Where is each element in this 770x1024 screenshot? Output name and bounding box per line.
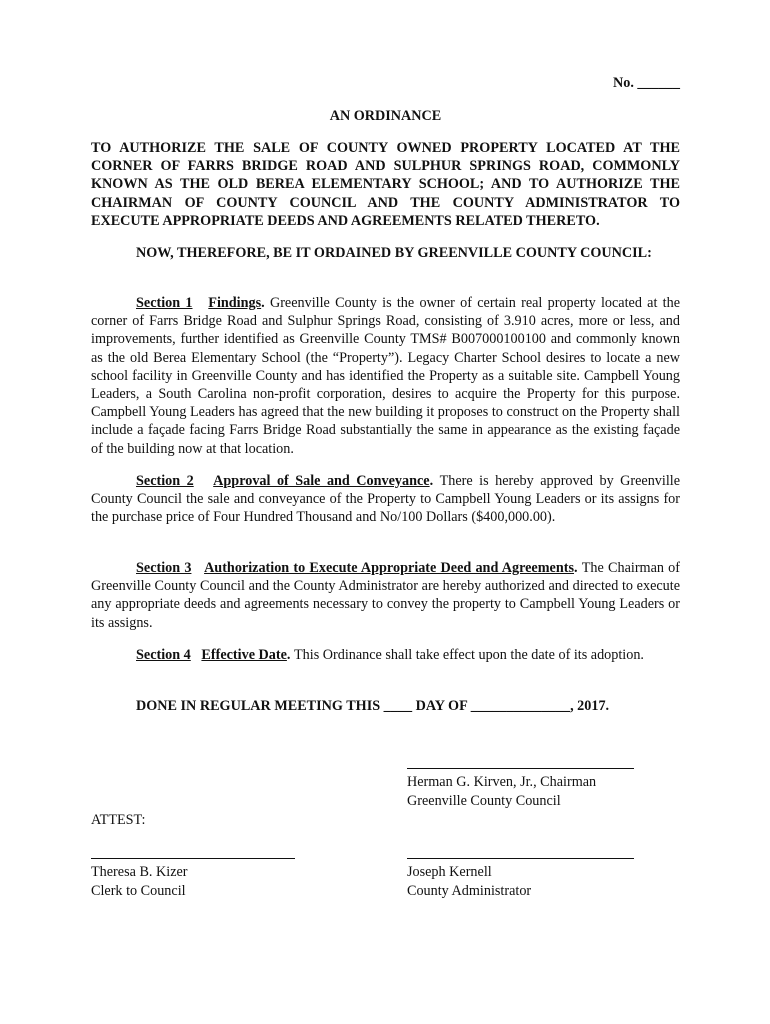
ordained-clause: NOW, THEREFORE, BE IT ORDAINED BY GREENVILLE COUNTY COUNCIL: bbox=[136, 245, 652, 261]
chairman-name: Herman G. Kirven, Jr., Chairman bbox=[407, 774, 597, 790]
section-4-title: Effective Date bbox=[201, 647, 287, 663]
clerk-name: Theresa B. Kizer bbox=[91, 864, 188, 880]
ordinance-heading: TO AUTHORIZE THE SALE OF COUNTY OWNED PROPERTY LOCATED AT THE CORNER OF FARRS BRIDGE ROAD AND SULPHUR SPRINGS ROAD, COMMONLY KNOWN AS THE OLD BEREA ELEMENTARY SCHOOL; AND TO AUTHORIZE THE CHAIRMAN OF COUNTY COUNCIL AND THE COUNTY ADMINISTRATOR TO EXECUTE APPROPRIATE DEEDS AND AGREEMENTS RELATED THERETO. bbox=[91, 140, 680, 229]
administrator-name: Joseph Kernell bbox=[407, 864, 492, 880]
section-4-gap bbox=[191, 647, 202, 663]
section-3-title-period: . bbox=[574, 560, 582, 576]
section-2-text: There is hereby approved by Greenville County Council the sale and conveyance of the Property to Campbell Young Leaders or its assigns for the purchase price of Four Hundred Thousand and No/100 Dollars ($400,000.00). bbox=[91, 473, 681, 526]
section-2-title: Approval of Sale and Conveyance bbox=[213, 473, 430, 489]
document-title: AN ORDINANCE bbox=[329, 108, 442, 124]
section-3-title: Authorization to Execute Appropriate Deed and Agreements bbox=[204, 560, 574, 576]
section-1-text: Greenville County is the owner of certain real property located at the corner of Farrs Bridge Road and Sulphur Springs Road, consisting of 3.910 acres, more or less, and improvements, further identified as Greenville County TMS# B007000100100 and commonly known as the old Berea Elementary School (the “Property”). Legacy Charter School desires to locate a new school facility in Greenville County and has identified the Property as a suitable site. Campbell Young Leaders, a South Carolina non-profit corporation, desires to acquire the Property for this purpose. Campbell Young Leaders has agreed that the new building it proposes to construct on the Property shall include a façade facing Farrs Bridge Road substantially the same in appearance as the existing façade of the building now at that location. bbox=[91, 295, 681, 457]
section-4-title-period: . bbox=[286, 647, 294, 663]
clerk-signature-line bbox=[91, 858, 295, 859]
section-4-text: This Ordinance shall take effect upon the date of its adoption. bbox=[294, 647, 644, 663]
chairman-signature-line bbox=[407, 768, 634, 769]
section-2-gap bbox=[194, 473, 213, 489]
section-1-number: Section 1 bbox=[136, 295, 193, 311]
section-2-title-period: . bbox=[429, 473, 440, 489]
clerk-title: Clerk to Council bbox=[91, 883, 186, 899]
section-3-number: Section 3 bbox=[136, 560, 192, 576]
ordinance-number bbox=[91, 74, 680, 92]
administrator-signature-line bbox=[407, 858, 634, 859]
section-3-text: The Chairman of Greenville County Council and the County Administrator are hereby authorized and directed to execute any appropriate deeds and agreements necessary to convey the property to Campbell Young Leaders or its assigns. bbox=[91, 560, 681, 631]
section-3-gap bbox=[191, 560, 204, 576]
administrator-title: County Administrator bbox=[407, 883, 532, 899]
section-4 bbox=[91, 646, 680, 664]
section-3 bbox=[91, 559, 680, 632]
section-1-gap bbox=[193, 295, 209, 311]
done-in-meeting-line: DONE IN REGULAR MEETING THIS ____ DAY OF ______________, 2017. bbox=[136, 698, 610, 714]
section-2-number: Section 2 bbox=[136, 473, 194, 489]
section-1-title-period: . bbox=[261, 295, 270, 311]
section-4-number: Section 4 bbox=[136, 647, 191, 663]
ordinance-number-text: No. ______ bbox=[613, 75, 680, 91]
section-1-title: Findings bbox=[208, 295, 262, 311]
chairman-title: Greenville County Council bbox=[407, 793, 561, 809]
section-2 bbox=[91, 472, 680, 527]
attest-label: ATTEST: bbox=[91, 812, 146, 828]
section-1 bbox=[91, 294, 680, 458]
